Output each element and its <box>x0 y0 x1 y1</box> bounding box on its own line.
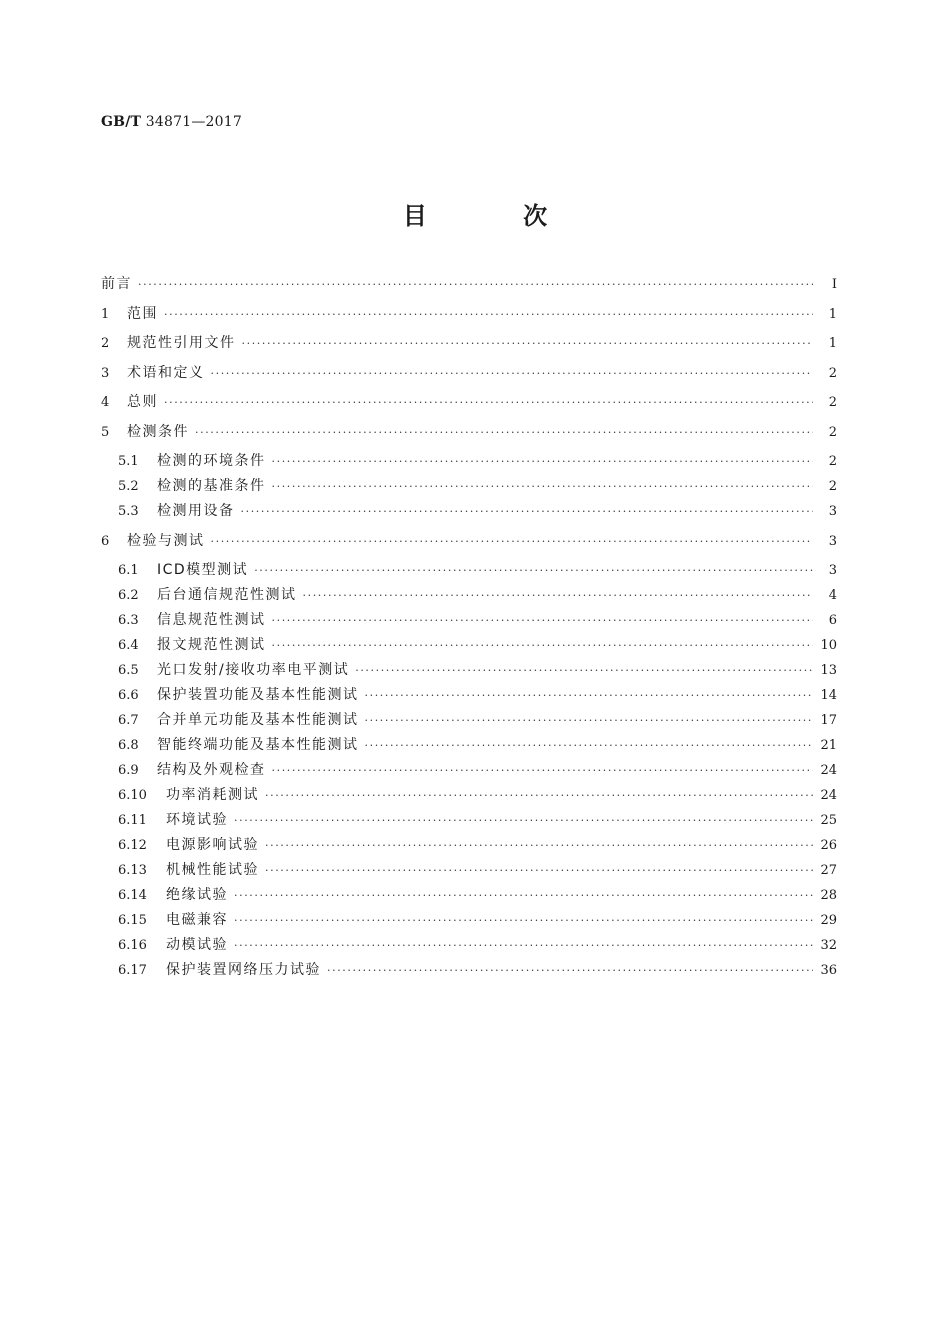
toc-leader-dots <box>164 305 813 325</box>
toc-entry-label: 电磁兼容 <box>166 912 228 928</box>
toc-leader-dots <box>327 961 813 981</box>
toc-leader-dots <box>272 477 814 497</box>
toc-entry[interactable] <box>118 710 837 730</box>
toc-entry[interactable] <box>118 885 837 905</box>
toc-leader-dots <box>234 811 813 831</box>
toc-entry-label: 环境试验 <box>166 812 228 828</box>
toc-entry-page: 24 <box>820 763 837 778</box>
toc-entry[interactable] <box>101 392 837 412</box>
toc-entry-label: 检测条件 <box>127 423 189 440</box>
toc-leader-dots <box>272 452 814 472</box>
toc-entry-number: 6.15 <box>118 913 147 928</box>
toc-entry-number: 6.13 <box>118 863 147 878</box>
toc-entry-page: 26 <box>820 838 837 853</box>
toc-entry[interactable] <box>101 363 837 383</box>
toc-leader-dots <box>265 861 813 881</box>
toc-entry-label: 总则 <box>127 394 158 410</box>
toc-entry-page: 4 <box>828 588 837 603</box>
toc-entry-number: 5.3 <box>118 504 139 519</box>
toc-entry-number: 6.3 <box>118 613 139 628</box>
toc-entry-number: 6.16 <box>118 938 147 953</box>
toc-entry-label: 后台通信规范性测试 <box>157 587 297 603</box>
toc-entry[interactable] <box>118 635 837 655</box>
toc-entry-label: 术语和定义 <box>127 364 205 381</box>
toc-entry[interactable] <box>118 610 837 630</box>
toc-entry-page: 2 <box>828 424 837 440</box>
toc-entry-page: Ⅰ <box>831 277 837 292</box>
toc-entry-number: 6.5 <box>118 663 139 678</box>
toc-entry[interactable] <box>118 960 837 980</box>
toc-entry-label: 检验与测试 <box>127 532 205 549</box>
toc-entry-label: 前言 <box>101 276 132 292</box>
toc-entry-page: 2 <box>828 365 837 381</box>
toc-entry[interactable] <box>101 333 837 353</box>
toc-entry-page: 21 <box>820 738 837 753</box>
toc-entry-page: 2 <box>828 395 837 410</box>
toc-entry[interactable] <box>118 785 837 805</box>
toc-entry-number: 5 <box>101 424 110 440</box>
toc-entry-label: 信息规范性测试 <box>157 612 266 628</box>
toc-entry-page: 3 <box>828 504 837 519</box>
toc-entry[interactable] <box>118 760 837 780</box>
toc-entry-label: 电源影响试验 <box>166 837 259 853</box>
toc-leader-dots <box>241 502 814 522</box>
toc-entry-label: ICD模型测试 <box>157 562 249 578</box>
toc-entry-page: 6 <box>828 613 837 628</box>
toc-leader-dots <box>254 561 813 581</box>
toc-entry-label: 检测的环境条件 <box>157 453 266 469</box>
toc-entry-number: 1 <box>101 306 110 322</box>
toc-leader-dots <box>365 686 814 706</box>
toc-entry-number: 6.10 <box>118 788 147 803</box>
toc-entry-label: 规范性引用文件 <box>127 335 236 351</box>
toc-leader-dots <box>234 886 813 906</box>
toc-entry-number: 5.1 <box>118 454 139 469</box>
toc-leader-dots <box>272 636 814 656</box>
toc-entry-label: 检测用设备 <box>157 503 235 519</box>
toc-entry-label: 动模试验 <box>166 937 228 953</box>
toc-entry-number: 6.9 <box>118 763 139 778</box>
toc-entry[interactable] <box>118 660 837 680</box>
toc-entry-number: 6.12 <box>118 838 147 853</box>
toc-leader-dots <box>272 761 814 781</box>
toc-entry-label: 报文规范性测试 <box>157 637 266 653</box>
toc-entry-number: 6.14 <box>118 888 147 903</box>
toc-leader-dots <box>234 936 813 956</box>
toc-entry-page: 25 <box>820 813 837 828</box>
toc-entry[interactable] <box>118 935 837 955</box>
toc-entry[interactable] <box>101 304 837 324</box>
toc-entry-number: 6 <box>101 533 110 549</box>
toc-entry-label: 功率消耗测试 <box>166 787 259 803</box>
toc-entry-label: 光口发射/接收功率电平测试 <box>157 662 350 678</box>
toc-leader-dots <box>272 611 814 631</box>
toc-leader-dots <box>303 586 814 606</box>
toc-leader-dots <box>365 736 814 756</box>
toc-leader-dots <box>164 393 813 413</box>
toc-entry[interactable] <box>118 910 837 930</box>
toc-entry[interactable] <box>101 531 837 551</box>
toc-entry[interactable] <box>101 422 837 442</box>
toc-entry-page: 17 <box>820 713 837 728</box>
toc-entry[interactable] <box>118 860 837 880</box>
toc-entry-page: 24 <box>820 788 837 803</box>
toc-entry[interactable] <box>118 810 837 830</box>
toc-entry-page: 1 <box>828 306 837 322</box>
toc-entry-page: 36 <box>820 963 837 978</box>
toc-leader-dots <box>195 423 813 443</box>
toc-leader-dots <box>211 532 814 552</box>
toc-entry[interactable] <box>118 451 837 471</box>
toc-leader-dots <box>242 334 814 354</box>
toc-leader-dots <box>265 786 813 806</box>
standard-code-prefix: GB/T <box>101 114 142 130</box>
toc-entry-label: 绝缘试验 <box>166 887 228 903</box>
standard-code <box>101 114 242 130</box>
toc-entry-label: 范围 <box>127 305 158 322</box>
toc-entry[interactable] <box>118 476 837 496</box>
toc-entry-number: 6.2 <box>118 588 139 603</box>
toc-leader-dots <box>365 711 814 731</box>
toc-entry-label: 合并单元功能及基本性能测试 <box>157 712 359 728</box>
toc-entry[interactable] <box>118 560 837 580</box>
toc-entry-page: 14 <box>820 688 837 703</box>
toc-entry-number: 6.11 <box>118 813 147 828</box>
toc-entry-number: 6.4 <box>118 638 139 653</box>
toc-entry-label: 保护装置功能及基本性能测试 <box>157 687 359 703</box>
toc-leader-dots <box>138 275 813 295</box>
toc-leader-dots <box>234 911 813 931</box>
toc-entry-page: 27 <box>820 863 837 878</box>
standard-code-number: 34871—2017 <box>145 114 242 130</box>
toc-entry-number: 6.1 <box>118 563 139 578</box>
toc-entry-page: 3 <box>828 563 837 578</box>
toc-entry-page: 3 <box>828 533 837 549</box>
toc-entry-page: 13 <box>820 663 837 678</box>
toc-entry-number: 6.6 <box>118 688 139 703</box>
page-title: 目 次 <box>402 202 592 230</box>
toc-entry-number: 6.7 <box>118 713 139 728</box>
toc-entry-page: 2 <box>828 454 837 469</box>
toc-entry[interactable] <box>118 835 837 855</box>
toc-entry-number: 5.2 <box>118 479 139 494</box>
toc-entry-number: 2 <box>101 336 110 351</box>
toc-entry[interactable] <box>101 274 837 294</box>
toc-entry[interactable] <box>118 585 837 605</box>
toc-leader-dots <box>211 364 814 384</box>
toc-entry-label: 检测的基准条件 <box>157 478 266 494</box>
toc-leader-dots <box>265 836 813 856</box>
toc-entry-page: 29 <box>820 913 837 928</box>
toc-entry[interactable] <box>118 735 837 755</box>
toc-entry-number: 6.17 <box>118 963 147 978</box>
toc-entry-page: 1 <box>828 336 837 351</box>
toc-entry-page: 28 <box>820 888 837 903</box>
toc-entry-number: 4 <box>101 395 110 410</box>
toc-entry-label: 保护装置网络压力试验 <box>166 962 321 978</box>
toc-entry-label: 智能终端功能及基本性能测试 <box>157 737 359 753</box>
toc-entry-number: 3 <box>101 365 110 381</box>
toc-entry-label: 结构及外观检查 <box>157 762 266 778</box>
toc-entry-number: 6.8 <box>118 738 139 753</box>
toc-entry-label: 机械性能试验 <box>166 862 259 878</box>
toc-entry[interactable] <box>118 685 837 705</box>
toc-entry[interactable] <box>118 501 837 521</box>
toc-entry-page: 32 <box>820 938 837 953</box>
toc-leader-dots <box>355 661 813 681</box>
toc-entry-page: 10 <box>820 638 837 653</box>
toc-entry-page: 2 <box>828 479 837 494</box>
